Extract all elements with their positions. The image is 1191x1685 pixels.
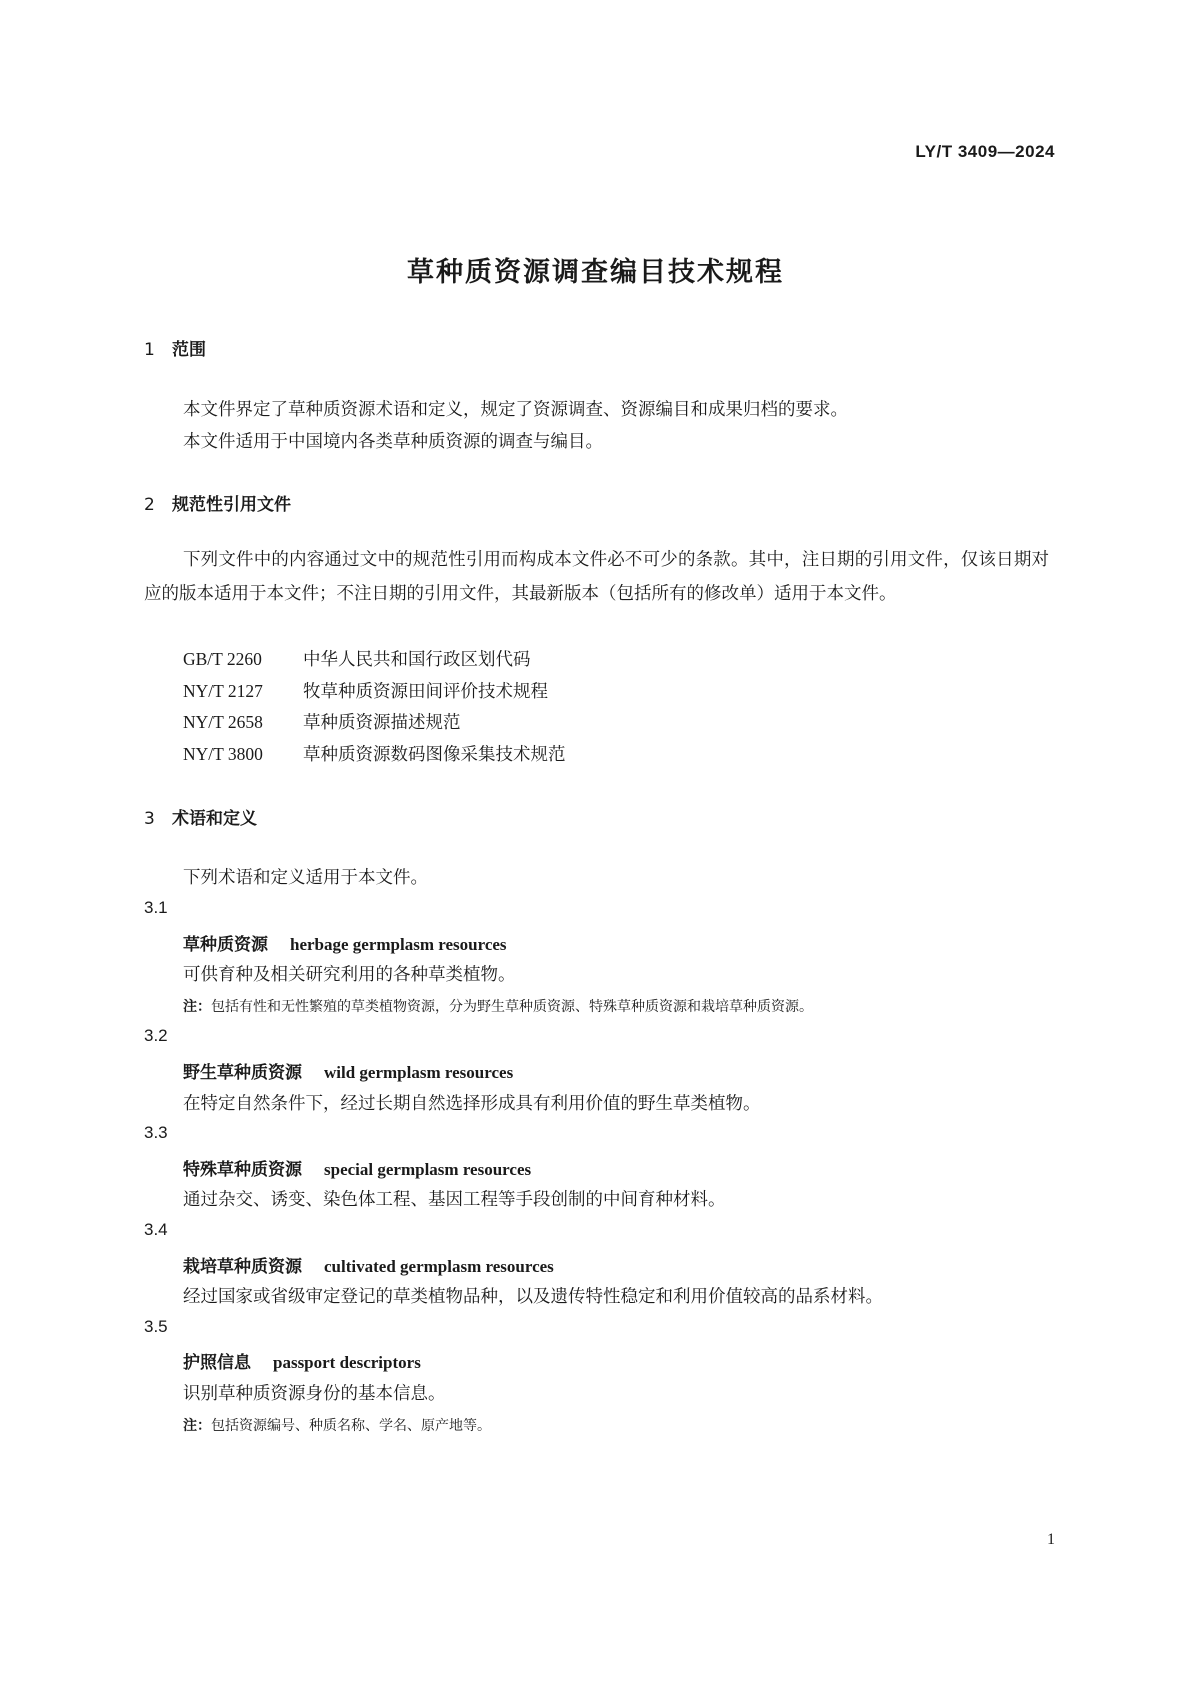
term-note	[183, 1415, 491, 1435]
term-name-en: passport descriptors	[273, 1353, 421, 1372]
reference-title: 草种质资源描述规范	[303, 713, 461, 733]
scope-paragraph-2: 本文件适用于中国境内各类草种质资源的调查与编目。	[183, 432, 603, 452]
reference-code: GB/T 2260	[183, 649, 262, 669]
term-number: 3.5	[144, 1317, 168, 1336]
term-name	[183, 1252, 554, 1277]
reference-title: 草种质资源数码图像采集技术规范	[303, 745, 566, 765]
note-text: 包括有性和无性繁殖的草类植物资源，分为野生草种质资源、特殊草种质资源和栽培草种质资源。	[211, 999, 813, 1015]
reference-item	[183, 709, 461, 734]
reference-item	[183, 741, 566, 766]
term-name-zh: 野生草种质资源	[183, 1063, 302, 1083]
normative-references-intro: 下列文件中的内容通过文中的规范性引用而构成本文件必不可少的条款。其中，注日期的引用文件，仅该日期对应的版本适用于本文件；不注日期的引用文件，其最新版本（包括所有的修改单）适用于本文件。	[144, 550, 1049, 604]
term-name-en: wild germplasm resources	[324, 1063, 514, 1082]
term-number: 3.2	[144, 1026, 168, 1045]
section-2-heading	[144, 490, 291, 515]
term-name	[183, 930, 507, 955]
note-text: 包括资源编号、种质名称、学名、原产地等。	[211, 1418, 491, 1434]
term-name-en: herbage germplasm resources	[290, 935, 507, 954]
section-title: 术语和定义	[172, 809, 257, 829]
terms-intro: 下列术语和定义适用于本文件。	[183, 868, 428, 888]
term-name-zh: 特殊草种质资源	[183, 1160, 302, 1180]
term-name-en: special germplasm resources	[324, 1160, 532, 1179]
reference-title: 中华人民共和国行政区划代码	[303, 650, 531, 670]
term-name-zh: 草种质资源	[183, 935, 268, 955]
term-name-zh: 护照信息	[183, 1353, 251, 1373]
reference-code: NY/T 2127	[183, 681, 263, 701]
document-title: 草种质资源调查编目技术规程	[407, 257, 784, 288]
section-number: 1	[144, 340, 155, 360]
note-label: 注：	[183, 999, 211, 1015]
term-name	[183, 1058, 513, 1083]
reference-code: NY/T 3800	[183, 744, 263, 764]
term-note	[183, 996, 813, 1016]
reference-item	[183, 678, 548, 703]
term-number: 3.4	[144, 1220, 168, 1239]
term-definition: 在特定自然条件下，经过长期自然选择形成具有利用价值的野生草类植物。	[183, 1094, 761, 1114]
term-name-zh: 栽培草种质资源	[183, 1257, 302, 1277]
section-3-heading	[144, 804, 257, 829]
note-label: 注：	[183, 1418, 211, 1434]
term-name	[183, 1348, 421, 1373]
reference-title: 牧草种质资源田间评价技术规程	[303, 682, 548, 702]
term-number: 3.3	[144, 1123, 168, 1142]
reference-code: NY/T 2658	[183, 712, 263, 732]
standard-code: LY/T 3409—2024	[915, 142, 1055, 161]
section-number: 3	[144, 809, 155, 829]
term-definition: 识别草种质资源身份的基本信息。	[183, 1384, 446, 1404]
section-title: 范围	[172, 340, 206, 360]
section-1-heading	[144, 335, 206, 360]
term-definition: 经过国家或省级审定登记的草类植物品种，以及遗传特性稳定和利用价值较高的品系材料。	[183, 1287, 883, 1307]
term-definition: 通过杂交、诱变、染色体工程、基因工程等手段创制的中间育种材料。	[183, 1190, 726, 1210]
section-title: 规范性引用文件	[172, 495, 291, 515]
term-name	[183, 1155, 531, 1180]
reference-item	[183, 646, 531, 671]
scope-paragraph-1: 本文件界定了草种质资源术语和定义，规定了资源调查、资源编目和成果归档的要求。	[183, 400, 848, 420]
page-number: 1	[1047, 1531, 1055, 1548]
term-definition: 可供育种及相关研究利用的各种草类植物。	[183, 965, 516, 985]
term-number: 3.1	[144, 898, 168, 917]
term-name-en: cultivated germplasm resources	[324, 1257, 554, 1276]
section-number: 2	[144, 495, 155, 515]
